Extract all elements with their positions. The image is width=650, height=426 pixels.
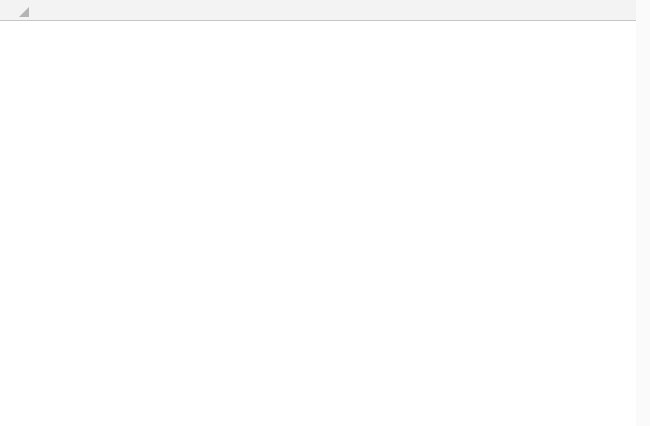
column-header-a[interactable] [32, 0, 455, 21]
select-all-icon [19, 7, 29, 17]
column-header-b[interactable] [454, 0, 637, 21]
vertical-scrollbar[interactable] [636, 0, 650, 426]
select-all-corner[interactable] [0, 0, 33, 21]
